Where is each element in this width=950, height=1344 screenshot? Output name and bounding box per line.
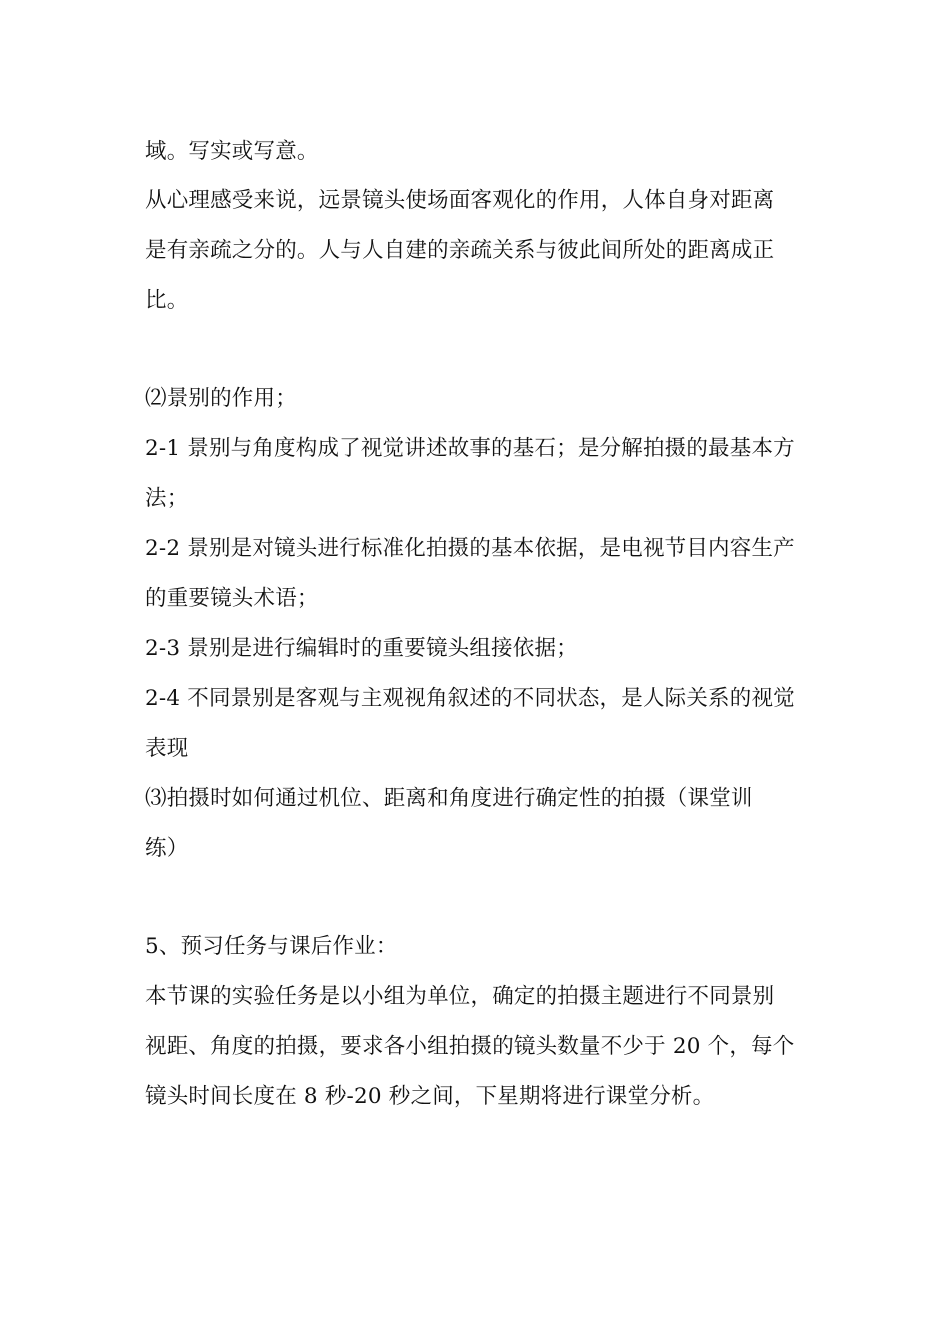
text-line: 镜头时间长度在 8 秒-20 秒之间，下星期将进行课堂分析。 xyxy=(145,1084,715,1109)
text-line: 本节课的实验任务是以小组为单位，确定的拍摄主题进行不同景别 xyxy=(145,984,775,1009)
text-line: 表现 xyxy=(145,736,189,761)
section-heading: ⑶拍摄时如何通过机位、距离和角度进行确定性的拍摄（课堂训 xyxy=(145,786,753,811)
text-line: 2-3 景别是进行编辑时的重要镜头组接依据； xyxy=(145,636,578,661)
text-line: 域。写实或写意。 xyxy=(145,139,319,164)
text-line: 是有亲疏之分的。人与人自建的亲疏关系与彼此间所处的距离成正 xyxy=(145,238,775,263)
text-line: 从心理感受来说，远景镜头使场面客观化的作用，人体自身对距离 xyxy=(145,188,775,213)
text-line: 2-1 景别与角度构成了视觉讲述故事的基石；是分解拍摄的最基本方 xyxy=(145,436,795,461)
text-line: 法； xyxy=(145,486,189,511)
section-heading: ⑵景别的作用； xyxy=(145,386,297,411)
text-line: 比。 xyxy=(145,288,189,313)
text-line: 2-2 景别是对镜头进行标准化拍摄的基本依据，是电视节目内容生产 xyxy=(145,536,795,561)
text-line: 的重要镜头术语； xyxy=(145,586,319,611)
text-line: 练） xyxy=(145,836,189,861)
text-line: 视距、角度的拍摄，要求各小组拍摄的镜头数量不少于 20 个，每个 xyxy=(145,1034,795,1059)
section-heading: 5、预习任务与课后作业： xyxy=(145,934,398,959)
text-line: 2-4 不同景别是客观与主观视角叙述的不同状态，是人际关系的视觉 xyxy=(145,686,795,711)
